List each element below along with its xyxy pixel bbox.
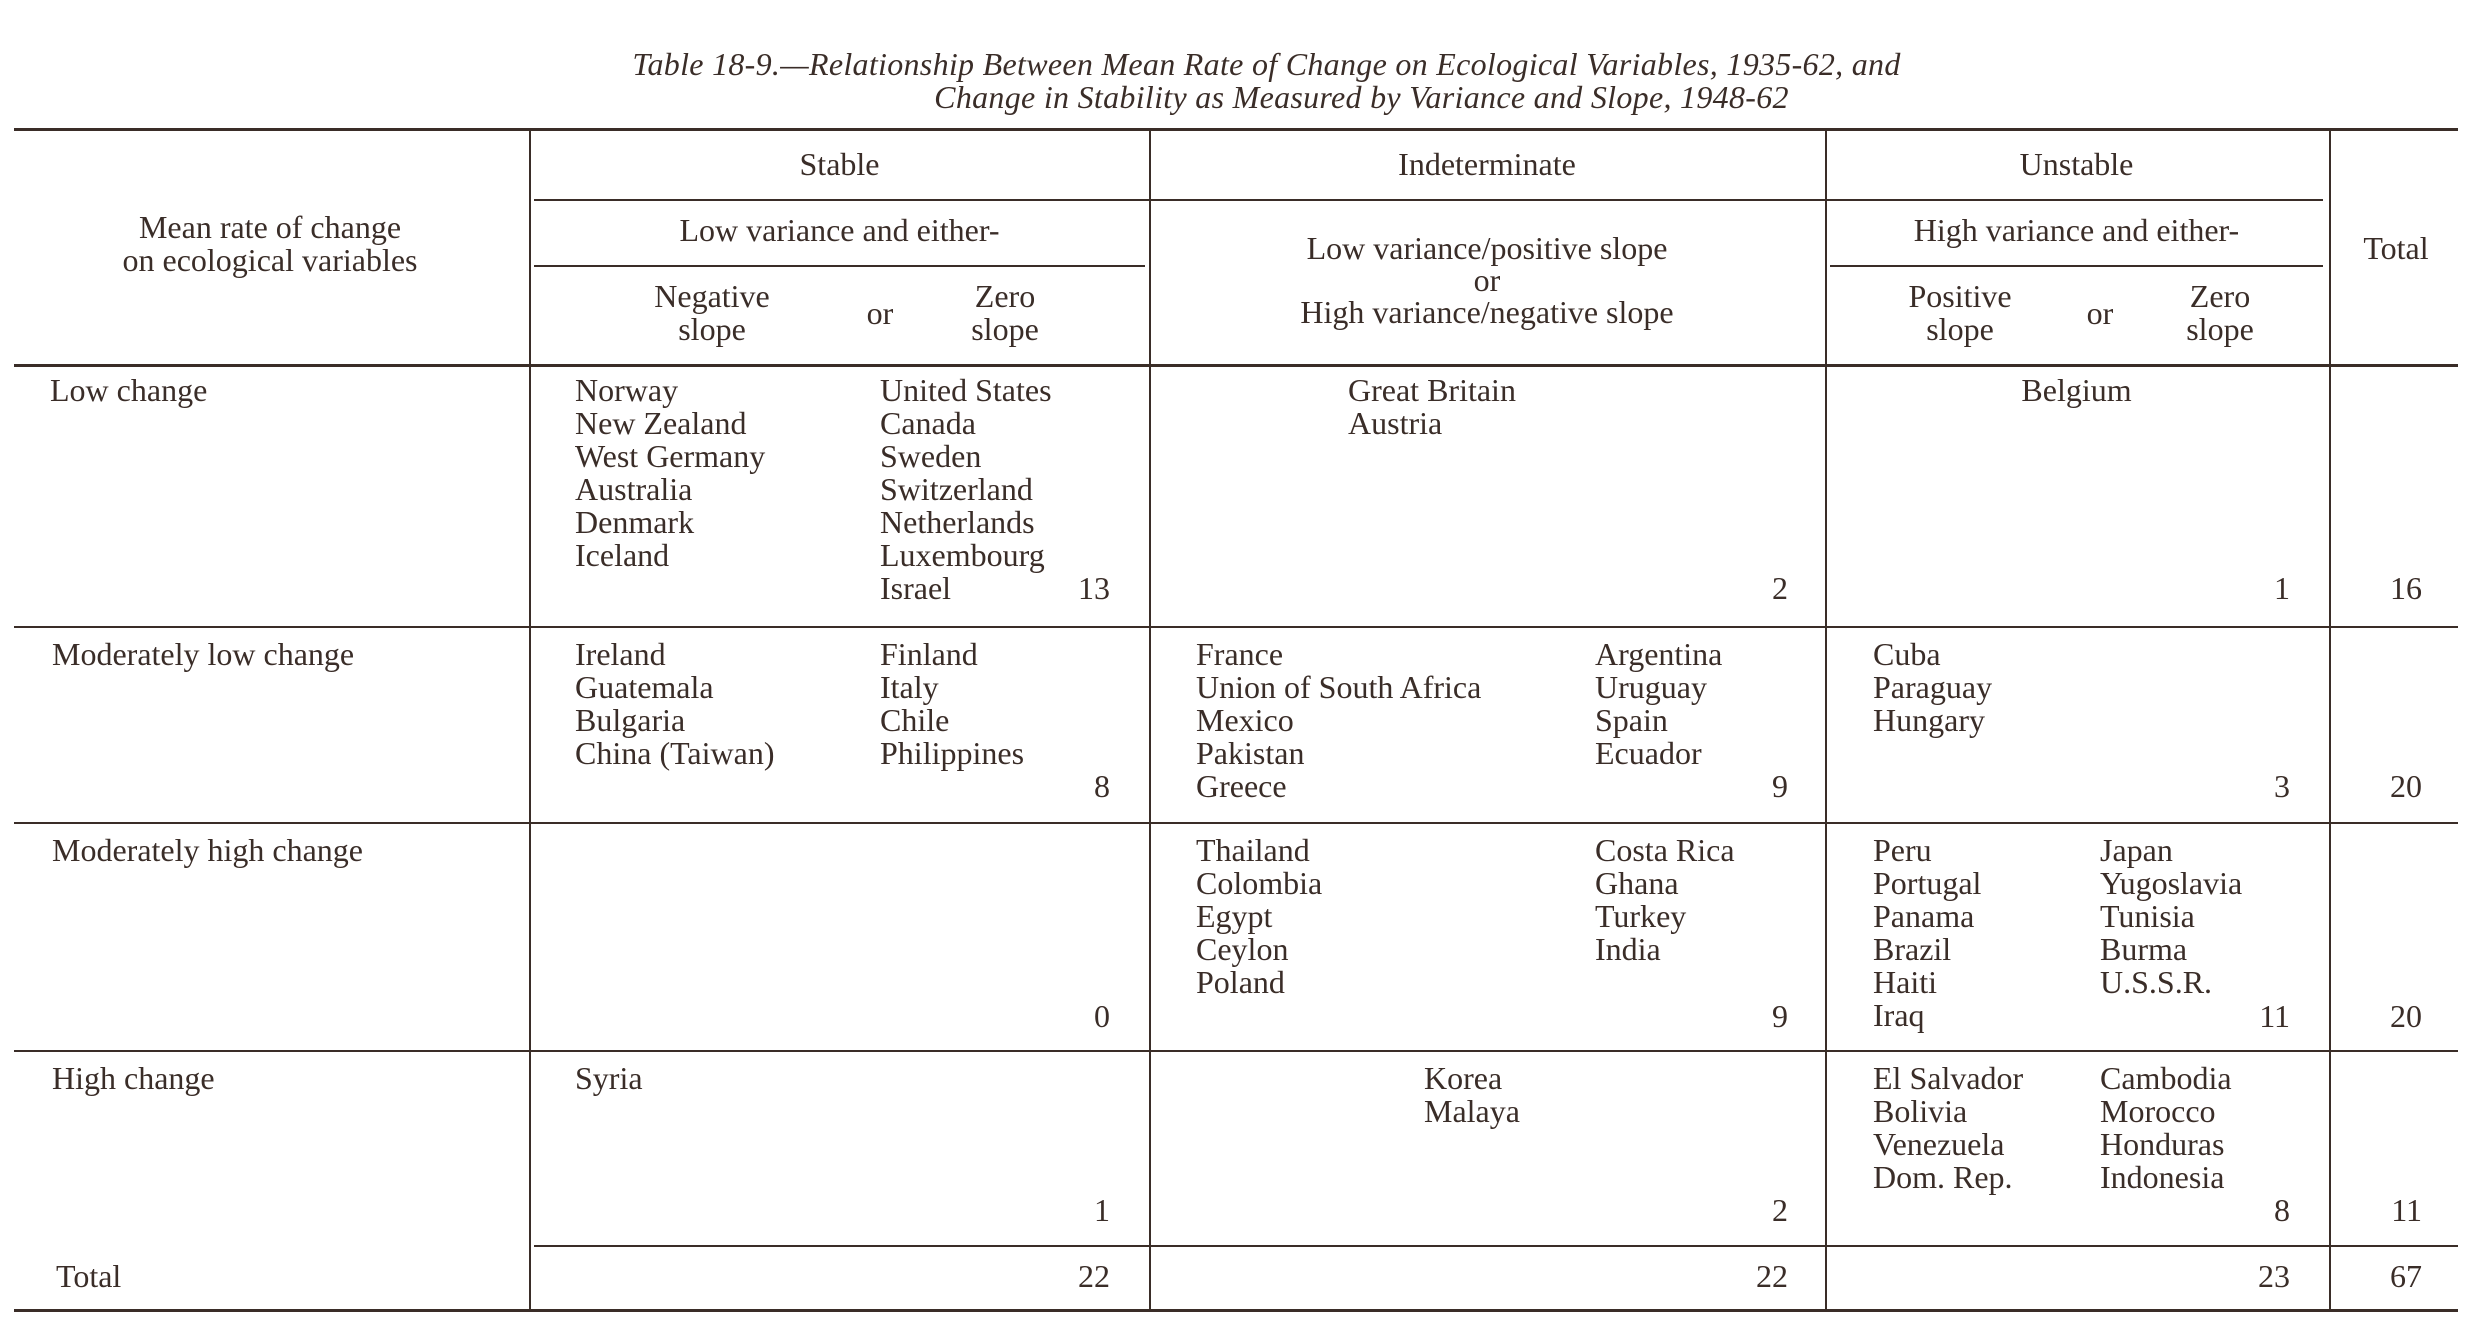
column-divider-stable	[1149, 130, 1151, 1309]
row-rule-1	[14, 626, 2458, 628]
list-item: France	[1196, 636, 1284, 672]
list-item: Ireland	[575, 636, 666, 672]
list-item: Australia	[575, 471, 693, 507]
row3-unstable-count: 11	[2259, 998, 2290, 1034]
list-item: Cambodia	[2100, 1060, 2232, 1096]
list-item: Paraguay	[1873, 669, 1993, 705]
zero-slope-header-unstable	[2140, 280, 2300, 346]
row3-indeterminate-right-list	[1595, 834, 1735, 966]
row1-indeterminate-count: 2	[1772, 570, 1788, 606]
row-rule-3	[14, 1050, 2458, 1052]
row1-unstable-count: 1	[2274, 570, 2290, 606]
row2-indeterminate-left-list	[1196, 638, 1481, 803]
indeterminate-subheader-line1: Low variance/positive slope	[1306, 230, 1668, 266]
column-divider-indeterminate	[1825, 130, 1827, 1309]
list-item: Colombia	[1196, 865, 1323, 901]
negative-slope-header-line2: slope	[678, 311, 746, 347]
row3-unstable-left-list	[1873, 834, 1981, 1032]
list-item: United States	[880, 372, 1052, 408]
row4-indeterminate-count: 2	[1772, 1192, 1788, 1228]
list-item: El Salvador	[1873, 1060, 2024, 1096]
row2-indeterminate-right-list	[1595, 638, 1722, 770]
row2-stable-count: 8	[1094, 768, 1110, 804]
list-item: Switzerland	[880, 471, 1033, 507]
list-item: China (Taiwan)	[575, 735, 775, 771]
zero-slope-header-stable-line2: slope	[971, 311, 1039, 347]
unstable-header: Unstable	[2019, 146, 2134, 182]
row-label-moderately-low-change: Moderately low change	[52, 636, 355, 672]
row1-unstable-list	[1830, 374, 2323, 407]
list-item: Burma	[2100, 931, 2188, 967]
list-item: Belgium	[2021, 372, 2132, 408]
row1-stable-negative-list	[575, 374, 765, 572]
list-item: Spain	[1595, 702, 1668, 738]
zero-slope-header-stable	[920, 280, 1090, 346]
positive-slope-header-line2: slope	[1926, 311, 1994, 347]
row4-stable-count: 1	[1094, 1192, 1110, 1228]
table-top-rule	[14, 128, 2458, 131]
list-item: Philippines	[880, 735, 1025, 771]
row1-indeterminate-list	[1348, 374, 1516, 440]
zero-slope-header-unstable-line1: Zero	[2189, 278, 2251, 314]
list-item: Luxembourg	[880, 537, 1045, 573]
header-bottom-rule	[14, 364, 2458, 367]
stable-header: Stable	[799, 146, 880, 182]
row1-stable-zero-list	[880, 374, 1052, 605]
column-divider-label	[529, 130, 531, 1309]
row3-indeterminate-count: 9	[1772, 998, 1788, 1034]
list-item: Ceylon	[1196, 931, 1289, 967]
list-item: Guatemala	[575, 669, 714, 705]
table-title-line2: Change in Stability as Measured by Variance and Slope, 1948-62	[934, 79, 1789, 115]
row2-total: 20	[2390, 768, 2422, 804]
list-item: Venezuela	[1873, 1126, 2005, 1162]
totals-indeterminate: 22	[1756, 1258, 1788, 1294]
negative-slope-header-line1: Negative	[654, 278, 770, 314]
list-item: Canada	[880, 405, 976, 441]
list-item: U.S.S.R.	[2100, 964, 2213, 1000]
stable-or-label: or	[866, 295, 894, 331]
list-item: Syria	[575, 1060, 643, 1096]
row-label-low-change: Low change	[50, 372, 208, 408]
positive-slope-header-line1: Positive	[1908, 278, 2012, 314]
row-label-moderately-high-change: Moderately high change	[52, 832, 363, 868]
row-label-high-change: High change	[52, 1060, 215, 1096]
list-item: Costa Rica	[1595, 832, 1735, 868]
list-item: Indonesia	[2100, 1159, 2225, 1195]
positive-slope-header	[1870, 280, 2050, 346]
list-item: Pakistan	[1196, 735, 1305, 771]
table-bottom-rule	[14, 1309, 2458, 1312]
row3-unstable-right-list	[2100, 834, 2242, 999]
row-label-header	[40, 211, 500, 277]
row4-stable-list	[575, 1062, 643, 1095]
list-item: Tunisia	[2100, 898, 2195, 934]
list-item: Japan	[2100, 832, 2173, 868]
indeterminate-subheader-line3: High variance/negative slope	[1300, 294, 1674, 330]
row4-unstable-right-list	[2100, 1062, 2232, 1194]
row1-total: 16	[2390, 570, 2422, 606]
row1-stable-count: 13	[1078, 570, 1110, 606]
list-item: Korea	[1424, 1060, 1503, 1096]
list-item: Thailand	[1196, 832, 1310, 868]
totals-row-label: Total	[56, 1258, 122, 1294]
table-title-line1: Table 18-9.—Relationship Between Mean Rate of Change on Ecological Variables, 1935-62, and	[632, 46, 1901, 82]
list-item: Panama	[1873, 898, 1975, 934]
list-item: Austria	[1348, 405, 1443, 441]
list-item: Turkey	[1595, 898, 1687, 934]
list-item: Union of South Africa	[1196, 669, 1482, 705]
list-item: Great Britain	[1348, 372, 1516, 408]
row4-unstable-left-list	[1873, 1062, 2023, 1194]
header-rule-level2-stable	[534, 265, 1145, 267]
total-header: Total	[2363, 230, 2429, 266]
list-item: Iraq	[1873, 997, 1925, 1033]
row3-indeterminate-left-list	[1196, 834, 1322, 999]
header-rule-level2-unstable	[1830, 265, 2323, 267]
list-item: Poland	[1196, 964, 1285, 1000]
row2-stable-zero-list	[880, 638, 1024, 770]
row4-total: 11	[2391, 1192, 2422, 1228]
list-item: Italy	[880, 669, 939, 705]
list-item: Argentina	[1595, 636, 1723, 672]
totals-stable: 22	[1078, 1258, 1110, 1294]
column-divider-unstable	[2329, 130, 2331, 1309]
row2-unstable-count: 3	[2274, 768, 2290, 804]
list-item: Israel	[880, 570, 952, 606]
row-label-header-line2: on ecological variables	[122, 242, 418, 278]
row2-stable-negative-list	[575, 638, 774, 770]
totals-grand-total: 67	[2390, 1258, 2422, 1294]
unstable-subheader: High variance and either-	[1913, 212, 2240, 248]
indeterminate-header: Indeterminate	[1398, 146, 1576, 182]
list-item: Denmark	[575, 504, 695, 540]
list-item: Portugal	[1873, 865, 1982, 901]
list-item: Dom. Rep.	[1873, 1159, 2013, 1195]
row-label-header-line1: Mean rate of change	[138, 209, 402, 245]
table-title	[0, 48, 2473, 114]
totals-unstable: 23	[2258, 1258, 2290, 1294]
list-item: India	[1595, 931, 1661, 967]
indeterminate-subheader-or: or	[1473, 262, 1501, 298]
list-item: Netherlands	[880, 504, 1035, 540]
stable-subheader: Low variance and either-	[679, 212, 1000, 248]
list-item: Uruguay	[1595, 669, 1707, 705]
list-item: Sweden	[880, 438, 982, 474]
list-item: Iceland	[575, 537, 670, 573]
list-item: Chile	[880, 702, 950, 738]
list-item: Greece	[1196, 768, 1287, 804]
list-item: Morocco	[2100, 1093, 2216, 1129]
list-item: Bolivia	[1873, 1093, 1968, 1129]
list-item: Haiti	[1873, 964, 1937, 1000]
row3-total: 20	[2390, 998, 2422, 1034]
list-item: Mexico	[1196, 702, 1294, 738]
list-item: Malaya	[1424, 1093, 1520, 1129]
list-item: Honduras	[2100, 1126, 2225, 1162]
row2-unstable-list	[1873, 638, 1992, 737]
list-item: Ghana	[1595, 865, 1679, 901]
row2-indeterminate-count: 9	[1772, 768, 1788, 804]
unstable-or-label: or	[2086, 295, 2114, 331]
list-item: Hungary	[1873, 702, 1985, 738]
list-item: Peru	[1873, 832, 1932, 868]
list-item: Yugoslavia	[2100, 865, 2243, 901]
list-item: Brazil	[1873, 931, 1952, 967]
list-item: Egypt	[1196, 898, 1273, 934]
zero-slope-header-stable-line1: Zero	[974, 278, 1036, 314]
row4-unstable-count: 8	[2274, 1192, 2290, 1228]
list-item: Bulgaria	[575, 702, 686, 738]
row3-stable-count: 0	[1094, 998, 1110, 1034]
list-item: Finland	[880, 636, 978, 672]
list-item: West Germany	[575, 438, 766, 474]
header-rule-level1	[534, 199, 2323, 201]
list-item: New Zealand	[575, 405, 747, 441]
negative-slope-header	[612, 280, 812, 346]
list-item: Ecuador	[1595, 735, 1702, 771]
zero-slope-header-unstable-line2: slope	[2186, 311, 2254, 347]
list-item: Cuba	[1873, 636, 1941, 672]
row-rule-2	[14, 822, 2458, 824]
row4-indeterminate-list	[1424, 1062, 1520, 1128]
list-item: Norway	[575, 372, 679, 408]
indeterminate-subheader	[1154, 232, 1820, 328]
totals-top-rule	[534, 1245, 2458, 1247]
